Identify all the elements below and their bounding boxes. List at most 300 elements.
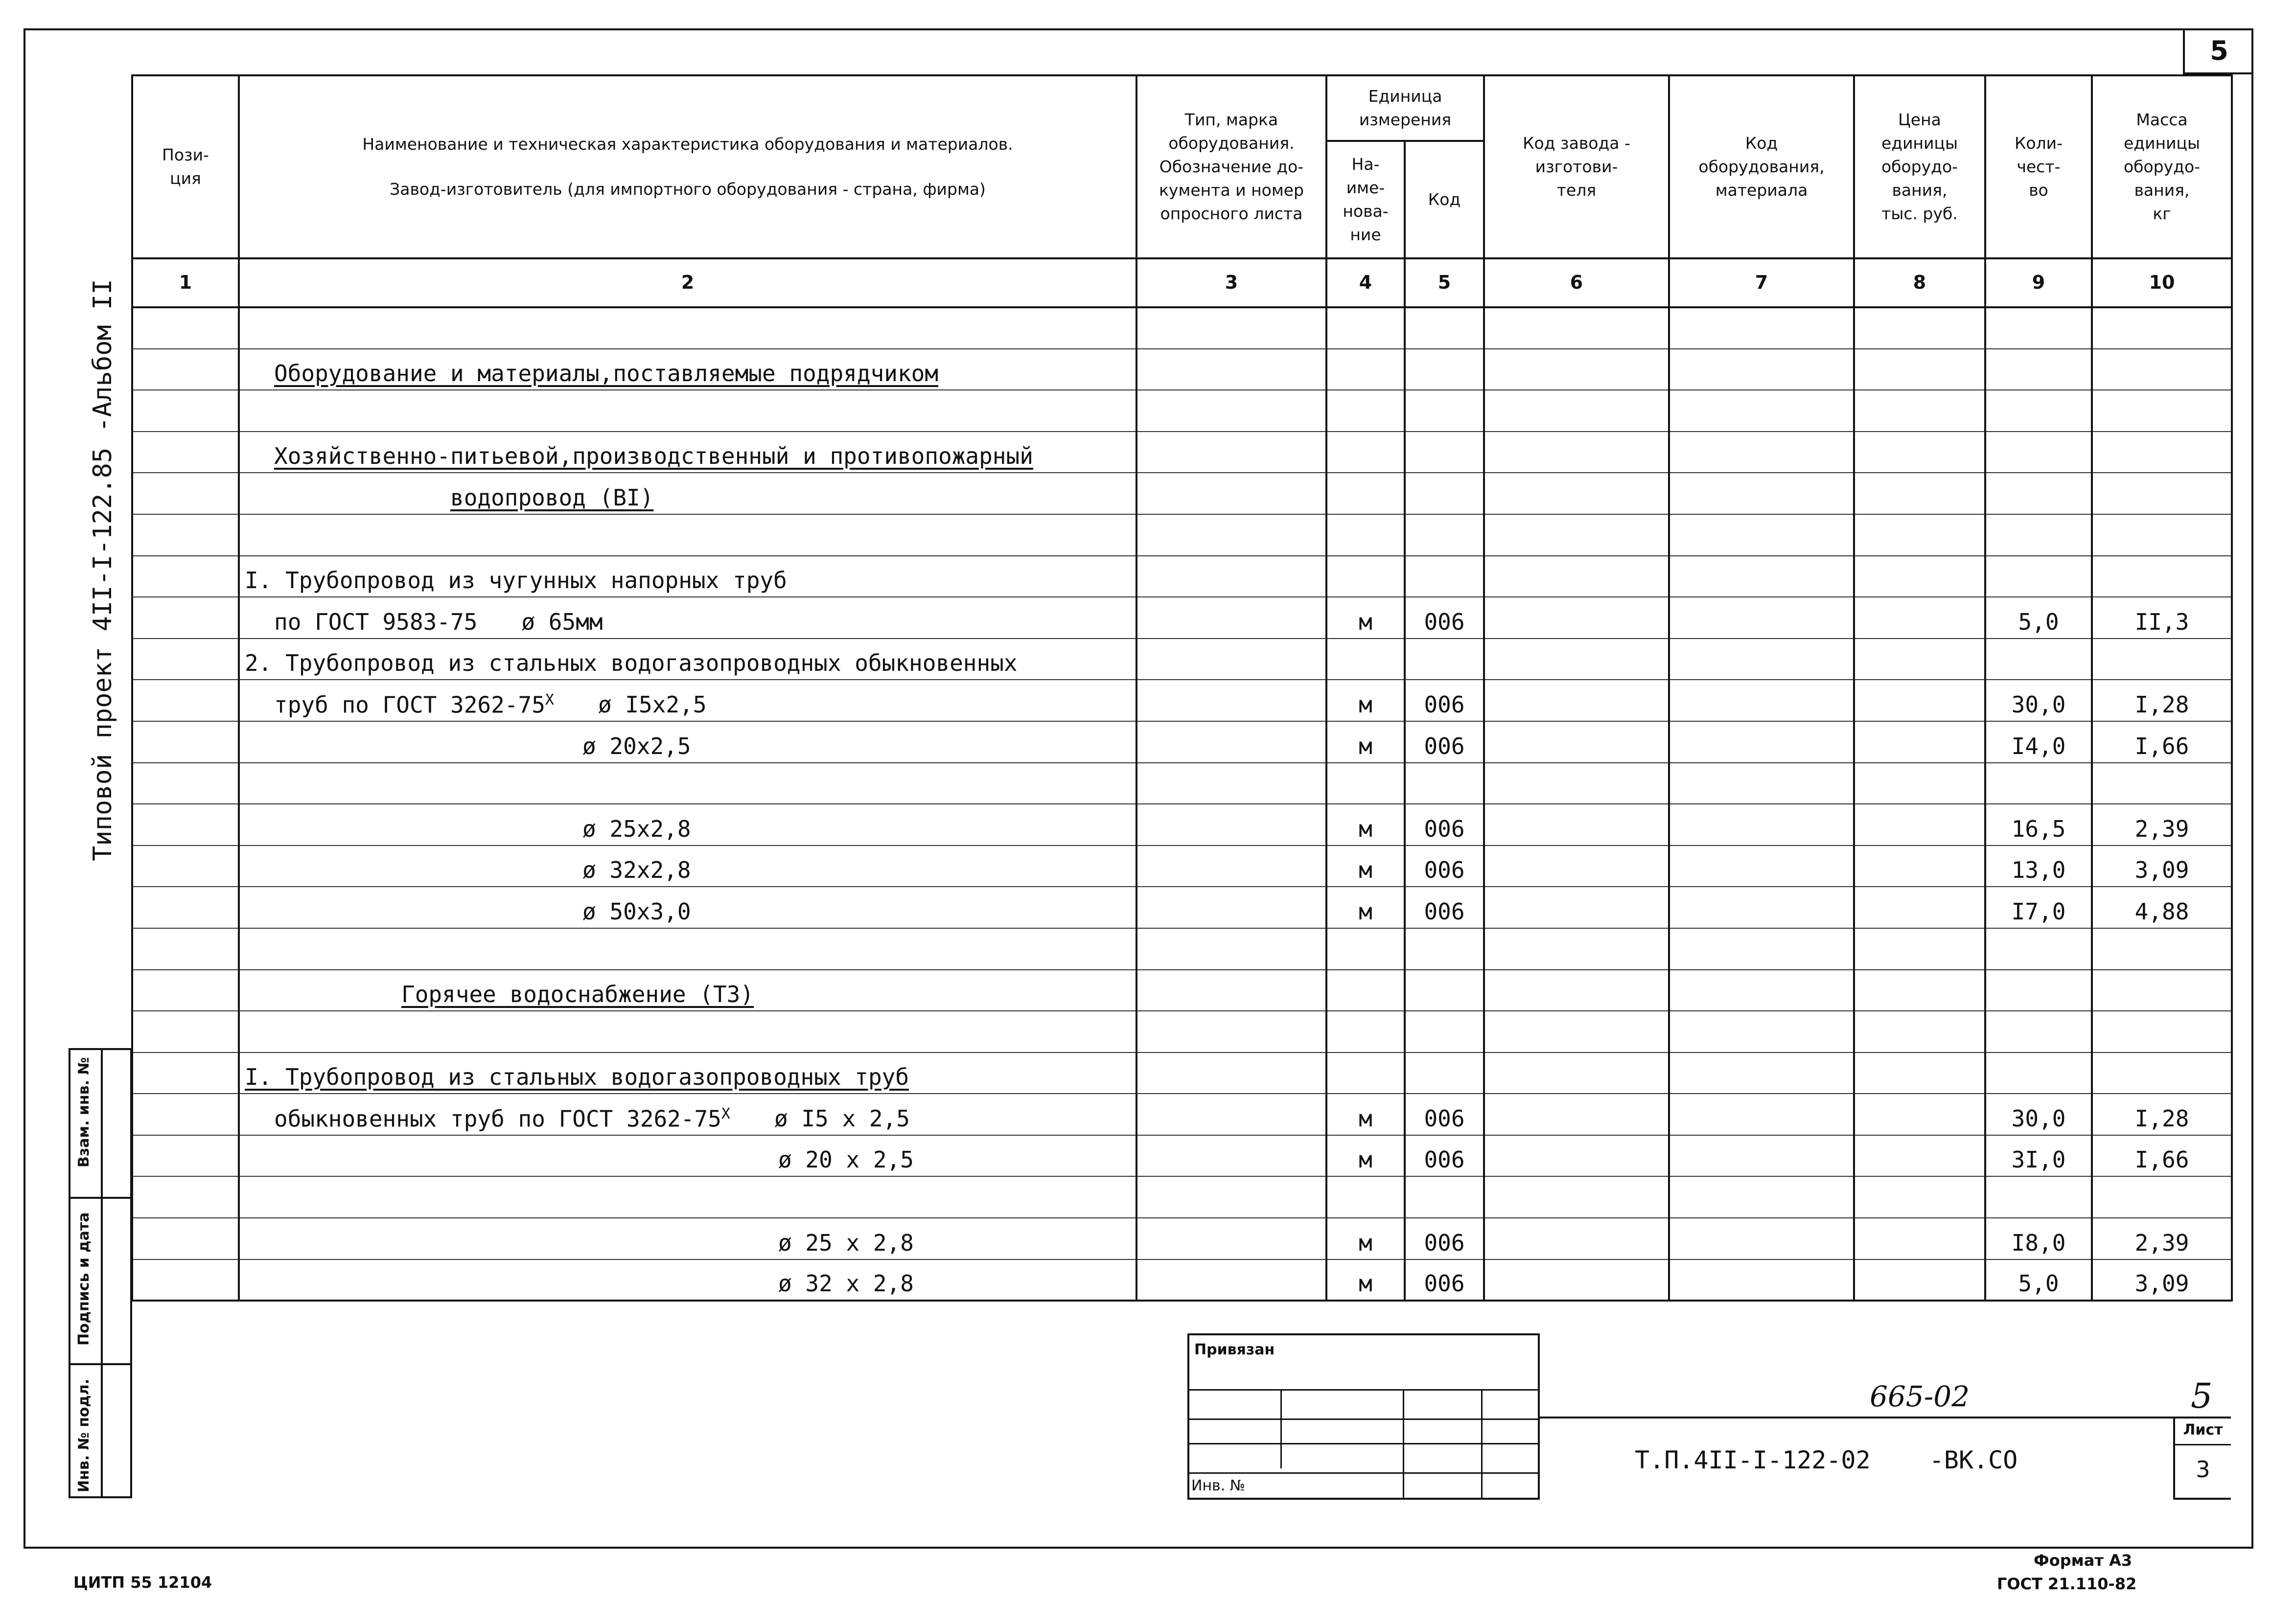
cell-unit bbox=[1326, 1218, 1405, 1259]
binding-col-line bbox=[1403, 1390, 1404, 1498]
cell-mass bbox=[2092, 639, 2232, 680]
table-row bbox=[132, 639, 2232, 680]
cell-qty bbox=[1985, 804, 2092, 846]
cell-name bbox=[239, 763, 1136, 804]
cell-mfr bbox=[1484, 432, 1669, 473]
cell-name bbox=[239, 721, 1136, 763]
cell-mfr bbox=[1484, 970, 1669, 1011]
footer-gost: ГОСТ 21.110-82 bbox=[1997, 1575, 2137, 1593]
col-header-unit-code: Код bbox=[1405, 141, 1484, 258]
cell-price bbox=[1854, 970, 1985, 1011]
cell-price bbox=[1854, 307, 1985, 349]
cell-code bbox=[1405, 390, 1484, 432]
cell-price bbox=[1854, 1052, 1985, 1094]
table-row bbox=[132, 1052, 2232, 1094]
cell-pos bbox=[132, 887, 239, 928]
col-number: 10 bbox=[2092, 258, 2232, 307]
sheet-label: Лист bbox=[2175, 1417, 2231, 1445]
cell-name bbox=[239, 1135, 1136, 1177]
table-row bbox=[132, 1094, 2232, 1135]
cell-price bbox=[1854, 390, 1985, 432]
pipe-diameter: ø 65мм bbox=[521, 608, 603, 635]
value-unit: м bbox=[1359, 732, 1372, 759]
cell-name bbox=[239, 970, 1136, 1011]
cell-pos bbox=[132, 1259, 239, 1301]
cell-price bbox=[1854, 1094, 1985, 1135]
binding-row-line bbox=[1189, 1472, 1538, 1474]
table-row bbox=[132, 846, 2232, 887]
cell-code bbox=[1405, 804, 1484, 846]
cell-eq bbox=[1669, 597, 1854, 639]
cell-price bbox=[1854, 804, 1985, 846]
cell-eq bbox=[1669, 1218, 1854, 1259]
value-code: 006 bbox=[1424, 898, 1465, 925]
value-code: 006 bbox=[1424, 732, 1465, 759]
cell-name bbox=[239, 514, 1136, 556]
cell-mass bbox=[2092, 1259, 2232, 1301]
cell-price bbox=[1854, 763, 1985, 804]
col-header-manufacturer-code: Код завода - изготови- теля bbox=[1484, 75, 1669, 258]
cell-type bbox=[1136, 432, 1326, 473]
item-name: труб по ГОСТ 3262-75 bbox=[274, 691, 545, 718]
cell-mass bbox=[2092, 473, 2232, 514]
cell-pos bbox=[132, 639, 239, 680]
col-header-unit-group: Единица измерения bbox=[1326, 75, 1484, 141]
cell-name bbox=[239, 680, 1136, 721]
table-row bbox=[132, 1176, 2232, 1218]
value-unit: м bbox=[1359, 691, 1372, 718]
col-number: 4 bbox=[1326, 258, 1405, 307]
cell-mass bbox=[2092, 887, 2232, 928]
pipe-diameter: ø 50x3,0 bbox=[582, 898, 691, 925]
cell-qty bbox=[1985, 432, 2092, 473]
cell-qty bbox=[1985, 1259, 2092, 1301]
value-code: 006 bbox=[1424, 815, 1465, 842]
cell-mfr bbox=[1484, 721, 1669, 763]
cell-mass bbox=[2092, 1176, 2232, 1218]
cell-unit bbox=[1326, 763, 1405, 804]
cell-mass bbox=[2092, 680, 2232, 721]
value-qty: 30,0 bbox=[2011, 1105, 2066, 1132]
value-qty: 5,0 bbox=[2018, 1270, 2059, 1297]
value-qty: 5,0 bbox=[2018, 608, 2059, 635]
specification-table bbox=[131, 74, 2233, 1302]
cell-name bbox=[239, 432, 1136, 473]
superscript-mark: X bbox=[721, 1105, 730, 1122]
value-qty: I7,0 bbox=[2011, 898, 2066, 925]
cell-code bbox=[1405, 928, 1484, 970]
cell-qty bbox=[1985, 514, 2092, 556]
cell-name bbox=[239, 804, 1136, 846]
value-mass: I,28 bbox=[2134, 1105, 2189, 1132]
cell-unit bbox=[1326, 1094, 1405, 1135]
cell-eq bbox=[1669, 1135, 1854, 1177]
cell-type bbox=[1136, 473, 1326, 514]
pipe-diameter: ø 25x2,8 bbox=[582, 815, 691, 842]
cell-code bbox=[1405, 763, 1484, 804]
cell-mass bbox=[2092, 804, 2232, 846]
cell-name bbox=[239, 928, 1136, 970]
cell-price bbox=[1854, 1011, 1985, 1052]
cell-mass bbox=[2092, 1094, 2232, 1135]
cell-mfr bbox=[1484, 763, 1669, 804]
cell-eq bbox=[1669, 804, 1854, 846]
value-code: 006 bbox=[1424, 1229, 1465, 1256]
value-qty: I4,0 bbox=[2011, 732, 2066, 759]
cell-mfr bbox=[1484, 1094, 1669, 1135]
cell-name bbox=[239, 473, 1136, 514]
cell-unit bbox=[1326, 846, 1405, 887]
cell-price bbox=[1854, 556, 1985, 597]
cell-mass bbox=[2092, 1011, 2232, 1052]
table-row bbox=[132, 307, 2232, 349]
cell-mfr bbox=[1484, 928, 1669, 970]
item-name: I. Трубопровод из стальных водогазопроводных труб bbox=[245, 1064, 909, 1091]
cell-code bbox=[1405, 639, 1484, 680]
cell-unit bbox=[1326, 1135, 1405, 1177]
cell-eq bbox=[1669, 390, 1854, 432]
cell-pos bbox=[132, 473, 239, 514]
cell-type bbox=[1136, 349, 1326, 390]
footer-format: Формат А3 bbox=[2034, 1551, 2133, 1570]
cell-name bbox=[239, 1011, 1136, 1052]
cell-qty bbox=[1985, 887, 2092, 928]
cell-name bbox=[239, 1259, 1136, 1301]
cell-mass bbox=[2092, 307, 2232, 349]
cell-pos bbox=[132, 928, 239, 970]
value-unit: м bbox=[1359, 857, 1372, 884]
pipe-diameter: ø 20x2,5 bbox=[582, 732, 691, 759]
cell-unit bbox=[1326, 887, 1405, 928]
designation-suffix: -ВК.СО bbox=[1929, 1446, 2018, 1474]
cell-type bbox=[1136, 597, 1326, 639]
cell-mass bbox=[2092, 432, 2232, 473]
cell-unit bbox=[1326, 1259, 1405, 1301]
cell-price bbox=[1854, 887, 1985, 928]
cell-qty bbox=[1985, 970, 2092, 1011]
value-code: 006 bbox=[1424, 1105, 1465, 1132]
item-name: водопровод (BI) bbox=[450, 484, 654, 511]
cell-unit bbox=[1326, 349, 1405, 390]
value-unit: м bbox=[1359, 608, 1372, 635]
cell-mfr bbox=[1484, 887, 1669, 928]
value-qty: 16,5 bbox=[2011, 815, 2066, 842]
cell-unit bbox=[1326, 928, 1405, 970]
sheet-value: 3 bbox=[2196, 1456, 2210, 1483]
cell-eq bbox=[1669, 514, 1854, 556]
cell-qty bbox=[1985, 349, 2092, 390]
cell-eq bbox=[1669, 1094, 1854, 1135]
cell-eq bbox=[1669, 1052, 1854, 1094]
cell-mass bbox=[2092, 349, 2232, 390]
cell-type bbox=[1136, 887, 1326, 928]
binding-row-line bbox=[1189, 1443, 1538, 1444]
cell-pos bbox=[132, 556, 239, 597]
cell-name bbox=[239, 1094, 1136, 1135]
cell-type bbox=[1136, 307, 1326, 349]
cell-mass bbox=[2092, 390, 2232, 432]
table-row bbox=[132, 432, 2232, 473]
cell-price bbox=[1854, 1135, 1985, 1177]
footer-code: ЦИТП 55 12104 bbox=[73, 1573, 212, 1592]
value-mass: II,3 bbox=[2134, 608, 2189, 635]
cell-type bbox=[1136, 721, 1326, 763]
value-mass: 4,88 bbox=[2134, 898, 2189, 925]
item-name: Хозяйственно-питьевой,производственный и противопожарный bbox=[274, 443, 1033, 470]
value-qty: 13,0 bbox=[2011, 857, 2066, 884]
cell-code bbox=[1405, 846, 1484, 887]
cell-qty bbox=[1985, 390, 2092, 432]
cell-price bbox=[1854, 721, 1985, 763]
pipe-diameter: ø 32x2,8 bbox=[582, 857, 691, 884]
col-header-price: Цена единицы оборудо- вания, тыс. руб. bbox=[1854, 75, 1985, 258]
cell-qty bbox=[1985, 1094, 2092, 1135]
table-row bbox=[132, 556, 2232, 597]
cell-name bbox=[239, 846, 1136, 887]
superscript-mark: X bbox=[545, 691, 554, 709]
cell-eq bbox=[1669, 1011, 1854, 1052]
col-header-unit-name: На- име- нова- ние bbox=[1326, 141, 1405, 258]
cell-name bbox=[239, 307, 1136, 349]
cell-mass bbox=[2092, 1052, 2232, 1094]
value-code: 006 bbox=[1424, 1270, 1465, 1297]
cell-eq bbox=[1669, 556, 1854, 597]
cell-mass bbox=[2092, 1135, 2232, 1177]
cell-code bbox=[1405, 1176, 1484, 1218]
cell-qty bbox=[1985, 928, 2092, 970]
cell-mfr bbox=[1484, 1135, 1669, 1177]
cell-unit bbox=[1326, 473, 1405, 514]
table-row bbox=[132, 721, 2232, 763]
cell-unit bbox=[1326, 390, 1405, 432]
cell-price bbox=[1854, 1176, 1985, 1218]
value-code: 006 bbox=[1424, 608, 1465, 635]
cell-eq bbox=[1669, 887, 1854, 928]
cell-pos bbox=[132, 763, 239, 804]
cell-mfr bbox=[1484, 473, 1669, 514]
sheet-number-box bbox=[2173, 1417, 2231, 1500]
cell-price bbox=[1854, 680, 1985, 721]
cell-code bbox=[1405, 887, 1484, 928]
item-name: обыкновенных труб по ГОСТ 3262-75 bbox=[274, 1105, 721, 1132]
table-row bbox=[132, 1135, 2232, 1177]
cell-mass bbox=[2092, 721, 2232, 763]
project-code: 665-02 bbox=[1870, 1380, 1970, 1413]
cell-pos bbox=[132, 307, 239, 349]
cell-code bbox=[1405, 432, 1484, 473]
cell-price bbox=[1854, 639, 1985, 680]
cell-unit bbox=[1326, 804, 1405, 846]
cell-code bbox=[1405, 514, 1484, 556]
cell-unit bbox=[1326, 514, 1405, 556]
cell-pos bbox=[132, 804, 239, 846]
cell-type bbox=[1136, 390, 1326, 432]
cell-type bbox=[1136, 1176, 1326, 1218]
cell-code bbox=[1405, 473, 1484, 514]
stamp-label-inventory: Инв. № подл. bbox=[75, 1378, 93, 1492]
cell-type bbox=[1136, 928, 1326, 970]
cell-type bbox=[1136, 763, 1326, 804]
cell-type bbox=[1136, 1011, 1326, 1052]
cell-code bbox=[1405, 307, 1484, 349]
cell-pos bbox=[132, 514, 239, 556]
cell-mass bbox=[2092, 928, 2232, 970]
cell-mfr bbox=[1484, 1011, 1669, 1052]
cell-unit bbox=[1326, 680, 1405, 721]
cell-eq bbox=[1669, 1259, 1854, 1301]
table-row bbox=[132, 390, 2232, 432]
cell-code bbox=[1405, 556, 1484, 597]
stamp-cell-inventory bbox=[70, 1363, 130, 1498]
cell-type bbox=[1136, 514, 1326, 556]
cell-mass bbox=[2092, 846, 2232, 887]
table-row bbox=[132, 1011, 2232, 1052]
cell-mfr bbox=[1484, 556, 1669, 597]
stamp-label-signature: Подпись и дата bbox=[75, 1212, 93, 1346]
cell-mass bbox=[2092, 1218, 2232, 1259]
project-number: 5 bbox=[2191, 1376, 2213, 1416]
table-row bbox=[132, 763, 2232, 804]
cell-pos bbox=[132, 432, 239, 473]
cell-eq bbox=[1669, 846, 1854, 887]
cell-pos bbox=[132, 721, 239, 763]
cell-type bbox=[1136, 804, 1326, 846]
cell-eq bbox=[1669, 763, 1854, 804]
cell-type bbox=[1136, 639, 1326, 680]
stamp-strip bbox=[69, 1048, 132, 1498]
binding-row-line bbox=[1189, 1389, 1538, 1391]
cell-unit bbox=[1326, 970, 1405, 1011]
cell-qty bbox=[1985, 680, 2092, 721]
table-row bbox=[132, 970, 2232, 1011]
cell-price bbox=[1854, 514, 1985, 556]
cell-code bbox=[1405, 1259, 1484, 1301]
cell-price bbox=[1854, 928, 1985, 970]
cell-code bbox=[1405, 970, 1484, 1011]
col-number: 5 bbox=[1405, 258, 1484, 307]
pipe-diameter: ø 25 x 2,8 bbox=[778, 1229, 914, 1256]
value-unit: м bbox=[1359, 1229, 1372, 1256]
pipe-diameter: ø 32 x 2,8 bbox=[778, 1270, 914, 1297]
cell-qty bbox=[1985, 556, 2092, 597]
cell-pos bbox=[132, 349, 239, 390]
cell-name bbox=[239, 349, 1136, 390]
cell-mass bbox=[2092, 556, 2232, 597]
side-title-text: Типовой проект 4II-I-122.85 -Альбом II bbox=[88, 279, 117, 861]
item-name: по ГОСТ 9583-75 bbox=[274, 608, 478, 635]
value-unit: м bbox=[1359, 898, 1372, 925]
cell-pos bbox=[132, 1052, 239, 1094]
cell-mfr bbox=[1484, 390, 1669, 432]
col-header-equipment-code: Код оборудования, материала bbox=[1669, 75, 1854, 258]
cell-pos bbox=[132, 846, 239, 887]
table-row bbox=[132, 349, 2232, 390]
value-code: 006 bbox=[1424, 857, 1465, 884]
cell-unit bbox=[1326, 556, 1405, 597]
value-unit: м bbox=[1359, 1146, 1372, 1173]
value-qty: 30,0 bbox=[2011, 691, 2066, 718]
cell-qty bbox=[1985, 763, 2092, 804]
cell-unit bbox=[1326, 432, 1405, 473]
col-number: 7 bbox=[1669, 258, 1854, 307]
col-number: 2 bbox=[239, 258, 1136, 307]
cell-eq bbox=[1669, 1176, 1854, 1218]
pipe-diameter: ø I5x2,5 bbox=[598, 691, 707, 718]
cell-pos bbox=[132, 970, 239, 1011]
cell-mass bbox=[2092, 597, 2232, 639]
cell-eq bbox=[1669, 680, 1854, 721]
cell-mfr bbox=[1484, 1052, 1669, 1094]
cell-type bbox=[1136, 1135, 1326, 1177]
value-qty: 3I,0 bbox=[2011, 1146, 2066, 1173]
cell-mfr bbox=[1484, 1218, 1669, 1259]
cell-mass bbox=[2092, 763, 2232, 804]
cell-type bbox=[1136, 970, 1326, 1011]
cell-code bbox=[1405, 1135, 1484, 1177]
col-header-type: Тип, марка оборудования. Обозначение до- кумента и номер опросного листа bbox=[1136, 75, 1326, 258]
cell-code bbox=[1405, 1011, 1484, 1052]
cell-unit bbox=[1326, 639, 1405, 680]
stamp-label-replacement: Взам. инв. № bbox=[75, 1057, 93, 1167]
cell-code bbox=[1405, 349, 1484, 390]
specification-table-wrap bbox=[131, 74, 2231, 1302]
cell-name bbox=[239, 887, 1136, 928]
cell-qty bbox=[1985, 1011, 2092, 1052]
cell-pos bbox=[132, 680, 239, 721]
cell-pos bbox=[132, 390, 239, 432]
cell-qty bbox=[1985, 597, 2092, 639]
binding-label: Привязан bbox=[1194, 1341, 1275, 1358]
col-header-name: Наименование и техническая характеристика оборудования и материалов. Завод-изготовитель (для импортного оборудования - страна, фирма) bbox=[239, 75, 1136, 258]
cell-mfr bbox=[1484, 804, 1669, 846]
cell-pos bbox=[132, 1094, 239, 1135]
col-number: 9 bbox=[1985, 258, 2092, 307]
cell-price bbox=[1854, 1218, 1985, 1259]
value-mass: 2,39 bbox=[2134, 1229, 2189, 1256]
cell-unit bbox=[1326, 721, 1405, 763]
table-row bbox=[132, 1259, 2232, 1301]
cell-mfr bbox=[1484, 307, 1669, 349]
cell-type bbox=[1136, 556, 1326, 597]
cell-mfr bbox=[1484, 1176, 1669, 1218]
cell-mass bbox=[2092, 970, 2232, 1011]
pipe-diameter: ø 20 x 2,5 bbox=[778, 1146, 914, 1173]
cell-qty bbox=[1985, 1135, 2092, 1177]
page-number: 5 bbox=[2183, 28, 2253, 74]
value-unit: м bbox=[1359, 815, 1372, 842]
cell-code bbox=[1405, 597, 1484, 639]
cell-mass bbox=[2092, 514, 2232, 556]
value-unit: м bbox=[1359, 1105, 1372, 1132]
cell-mfr bbox=[1484, 639, 1669, 680]
cell-qty bbox=[1985, 473, 2092, 514]
value-mass: 3,09 bbox=[2134, 857, 2189, 884]
cell-qty bbox=[1985, 307, 2092, 349]
designation-main: Т.П.4II-I-122-02 bbox=[1635, 1446, 1871, 1474]
item-name: 2. Трубопровод из стальных водогазопроводных обыкновенных bbox=[245, 650, 1018, 677]
cell-name bbox=[239, 597, 1136, 639]
cell-eq bbox=[1669, 307, 1854, 349]
value-mass: I,66 bbox=[2134, 732, 2189, 759]
col-header-mass: Масса единицы оборудо- вания, кг bbox=[2092, 75, 2232, 258]
cell-mfr bbox=[1484, 349, 1669, 390]
cell-price bbox=[1854, 846, 1985, 887]
cell-unit bbox=[1326, 1176, 1405, 1218]
cell-code bbox=[1405, 680, 1484, 721]
cell-mfr bbox=[1484, 514, 1669, 556]
table-row bbox=[132, 597, 2232, 639]
cell-eq bbox=[1669, 928, 1854, 970]
